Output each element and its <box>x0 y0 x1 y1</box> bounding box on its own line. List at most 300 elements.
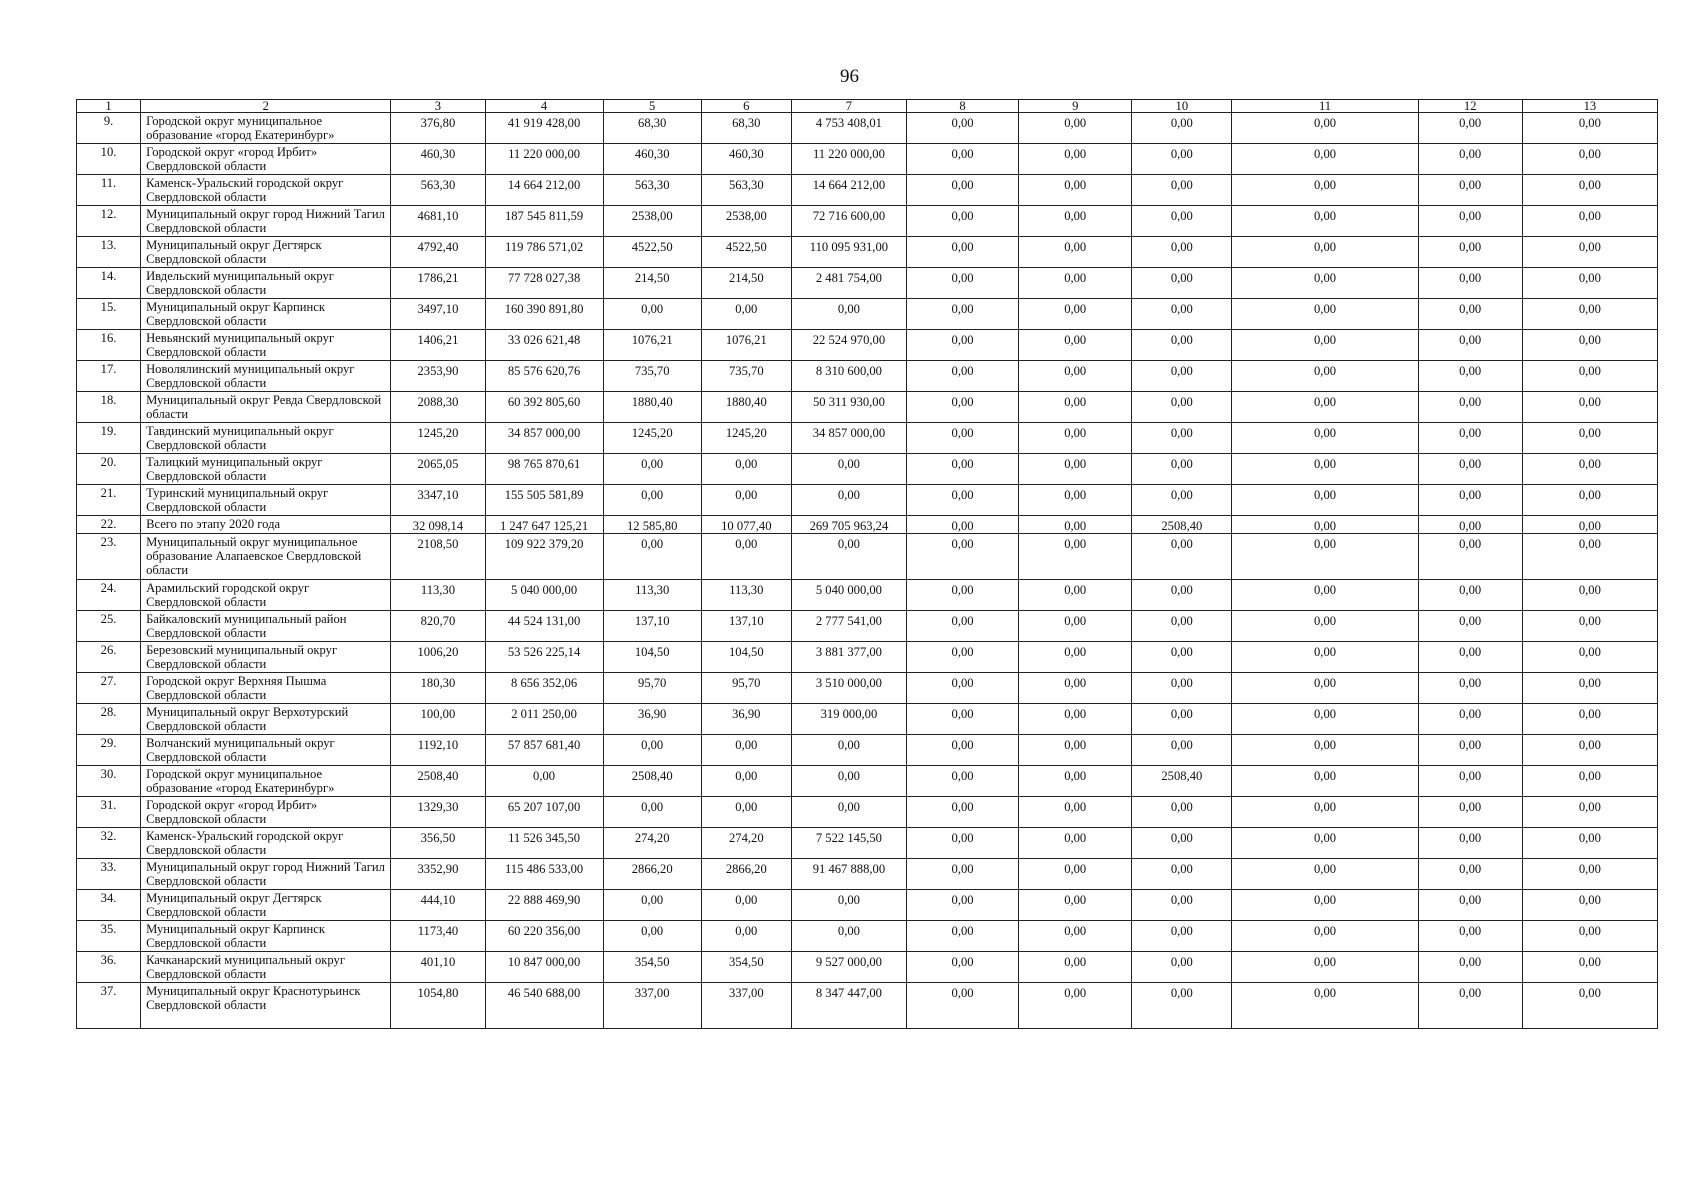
value-cell <box>1232 392 1418 423</box>
value-text: 53 526 225,14 <box>507 645 581 659</box>
value-cell <box>907 611 1019 642</box>
value-text: 0,00 <box>1064 537 1087 551</box>
value-cell <box>1232 361 1418 392</box>
value-cell <box>1019 454 1132 485</box>
row-number: 27. <box>77 673 141 704</box>
value-text: 0,00 <box>1064 395 1087 409</box>
value-cell <box>1418 921 1522 952</box>
value-text: 10 077,40 <box>721 519 772 533</box>
value-cell <box>907 330 1019 361</box>
value-text: 0,00 <box>1578 364 1601 378</box>
value-text: 0,00 <box>1314 147 1337 161</box>
table-row <box>77 673 1658 704</box>
value-cell <box>1019 673 1132 704</box>
value-cell <box>391 797 485 828</box>
value-text: 113,30 <box>635 583 670 597</box>
value-text: 0,00 <box>1314 178 1337 192</box>
table-row <box>77 237 1658 268</box>
value-cell <box>1522 330 1657 361</box>
value-cell <box>1019 828 1132 859</box>
value-text: 0,00 <box>641 457 664 471</box>
value-cell <box>1019 144 1132 175</box>
value-text: 4522,50 <box>725 240 767 254</box>
value-text: 0,00 <box>1314 831 1337 845</box>
value-text: 0,00 <box>1459 302 1482 316</box>
value-cell <box>485 611 603 642</box>
value-cell <box>603 766 701 797</box>
value-text: 0,00 <box>735 800 758 814</box>
value-text: 3347,10 <box>417 488 459 502</box>
value-cell <box>1132 392 1232 423</box>
value-text: 0,00 <box>1064 302 1087 316</box>
value-text: 1245,20 <box>725 426 767 440</box>
value-text: 2508,40 <box>1161 519 1203 533</box>
value-text: 0,00 <box>1064 488 1087 502</box>
value-cell <box>1418 534 1522 580</box>
value-cell <box>791 952 906 983</box>
value-text: 0,00 <box>1459 738 1482 752</box>
value-cell <box>485 485 603 516</box>
value-text: 0,00 <box>1459 395 1482 409</box>
value-cell <box>907 206 1019 237</box>
value-cell <box>1019 580 1132 611</box>
value-cell <box>701 454 791 485</box>
table-row <box>77 890 1658 921</box>
value-cell <box>791 423 906 454</box>
value-cell <box>701 766 791 797</box>
value-cell <box>1418 206 1522 237</box>
value-cell <box>485 534 603 580</box>
value-cell <box>791 735 906 766</box>
value-cell <box>485 454 603 485</box>
value-cell <box>391 859 485 890</box>
value-cell <box>1132 113 1232 144</box>
value-text: 0,00 <box>1459 676 1482 690</box>
value-text: 0,00 <box>951 738 974 752</box>
row-number: 9. <box>77 113 141 144</box>
value-text: 0,00 <box>1314 271 1337 285</box>
value-text: 119 786 571,02 <box>504 240 584 254</box>
value-text: 1880,40 <box>725 395 767 409</box>
value-cell <box>1232 485 1418 516</box>
value-text: 0,00 <box>641 738 664 752</box>
value-cell <box>701 330 791 361</box>
value-cell <box>1418 423 1522 454</box>
value-text: 104,50 <box>728 645 764 659</box>
value-cell <box>1019 392 1132 423</box>
value-text: 274,20 <box>728 831 764 845</box>
municipality-name: Талицкий муниципальный округ Свердловской области <box>141 454 391 485</box>
value-text: 0,00 <box>1170 645 1193 659</box>
value-text: 68,30 <box>638 116 667 130</box>
value-text: 57 857 681,40 <box>507 738 581 752</box>
value-text: 44 524 131,00 <box>507 614 581 628</box>
value-text: 46 540 688,00 <box>507 986 581 1000</box>
value-text: 77 728 027,38 <box>507 271 581 285</box>
municipality-name: Байкаловский муниципальный район Свердловской области <box>141 611 391 642</box>
value-text: 0,00 <box>1064 707 1087 721</box>
value-cell <box>1522 175 1657 206</box>
value-text: 0,00 <box>1170 302 1193 316</box>
value-text: 0,00 <box>1064 738 1087 752</box>
value-text: 0,00 <box>1064 955 1087 969</box>
value-text: 0,00 <box>1314 862 1337 876</box>
value-cell <box>485 516 603 534</box>
value-cell <box>791 859 906 890</box>
value-text: 0,00 <box>951 271 974 285</box>
value-cell <box>791 237 906 268</box>
value-text: 0,00 <box>1459 426 1482 440</box>
value-text: 109 922 379,20 <box>504 537 584 551</box>
value-text: 0,00 <box>1578 426 1601 440</box>
value-cell <box>791 983 906 1029</box>
value-text: 4 753 408,01 <box>815 116 882 130</box>
value-text: 1406,21 <box>417 333 459 347</box>
value-cell <box>603 144 701 175</box>
value-text: 0,00 <box>1314 116 1337 130</box>
row-number: 37. <box>77 983 141 1029</box>
value-text: 1329,30 <box>417 800 459 814</box>
value-cell <box>391 828 485 859</box>
value-cell <box>603 516 701 534</box>
value-cell <box>485 268 603 299</box>
value-text: 3 510 000,00 <box>815 676 882 690</box>
value-cell <box>907 485 1019 516</box>
value-cell <box>603 735 701 766</box>
value-cell <box>603 485 701 516</box>
value-text: 0,00 <box>1064 333 1087 347</box>
value-cell <box>1522 828 1657 859</box>
value-text: 0,00 <box>1314 395 1337 409</box>
value-text: 1245,20 <box>631 426 673 440</box>
value-text: 0,00 <box>1578 924 1601 938</box>
value-cell <box>391 485 485 516</box>
value-text: 7 522 145,50 <box>815 831 882 845</box>
value-cell <box>791 766 906 797</box>
value-cell <box>701 797 791 828</box>
value-text: 0,00 <box>951 893 974 907</box>
value-cell <box>1522 642 1657 673</box>
value-text: 0,00 <box>1170 240 1193 254</box>
value-cell <box>1132 423 1232 454</box>
value-cell <box>1019 516 1132 534</box>
value-cell <box>1132 642 1232 673</box>
value-cell <box>1232 673 1418 704</box>
value-text: 820,70 <box>420 614 456 628</box>
value-text: 137,10 <box>634 614 670 628</box>
municipality-name: Березовский муниципальный округ Свердловской области <box>141 642 391 673</box>
value-text: 8 310 600,00 <box>815 364 882 378</box>
value-text: 0,00 <box>735 537 758 551</box>
value-text: 72 716 600,00 <box>812 209 886 223</box>
row-number: 22. <box>77 516 141 534</box>
value-cell <box>1418 952 1522 983</box>
value-cell <box>907 534 1019 580</box>
municipality-name: Ивдельский муниципальный округ Свердловской области <box>141 268 391 299</box>
value-cell <box>485 423 603 454</box>
value-text: 137,10 <box>728 614 764 628</box>
table-row <box>77 485 1658 516</box>
value-cell <box>701 859 791 890</box>
municipality-name: Каменск-Уральский городской округ Свердловской области <box>141 828 391 859</box>
row-number: 11. <box>77 175 141 206</box>
value-cell <box>1522 673 1657 704</box>
value-cell <box>1418 392 1522 423</box>
value-text: 0,00 <box>1064 426 1087 440</box>
value-text: 0,00 <box>735 302 758 316</box>
value-text: 460,30 <box>634 147 670 161</box>
value-text: 34 857 000,00 <box>507 426 581 440</box>
value-text: 0,00 <box>951 831 974 845</box>
value-cell <box>485 361 603 392</box>
value-text: 0,00 <box>951 302 974 316</box>
value-text: 33 026 621,48 <box>507 333 581 347</box>
value-text: 0,00 <box>1314 986 1337 1000</box>
value-cell <box>907 704 1019 735</box>
value-text: 85 576 620,76 <box>507 364 581 378</box>
value-cell <box>791 673 906 704</box>
value-cell <box>391 580 485 611</box>
row-number: 36. <box>77 952 141 983</box>
value-text: 2508,40 <box>417 769 459 783</box>
value-cell <box>907 299 1019 330</box>
value-cell <box>791 361 906 392</box>
value-cell <box>485 580 603 611</box>
value-cell <box>1132 175 1232 206</box>
value-text: 214,50 <box>728 271 764 285</box>
value-text: 32 098,14 <box>412 519 464 533</box>
value-cell <box>391 175 485 206</box>
value-cell <box>1019 859 1132 890</box>
column-number-cell: 1 <box>77 100 141 113</box>
value-cell <box>1232 952 1418 983</box>
value-cell <box>907 952 1019 983</box>
value-cell <box>391 516 485 534</box>
value-text: 0,00 <box>1459 364 1482 378</box>
value-text: 0,00 <box>1170 583 1193 597</box>
value-text: 0,00 <box>1314 893 1337 907</box>
value-cell <box>907 983 1019 1029</box>
value-cell <box>907 890 1019 921</box>
value-text: 356,50 <box>420 831 456 845</box>
value-cell <box>907 642 1019 673</box>
value-cell <box>1132 268 1232 299</box>
value-cell <box>1522 859 1657 890</box>
value-text: 1006,20 <box>417 645 459 659</box>
value-text: 0,00 <box>951 519 974 533</box>
value-cell <box>1019 642 1132 673</box>
municipality-name: Тавдинский муниципальный округ Свердловской области <box>141 423 391 454</box>
value-text: 0,00 <box>837 457 860 471</box>
value-cell <box>907 859 1019 890</box>
value-text: 9 527 000,00 <box>815 955 882 969</box>
value-cell <box>907 175 1019 206</box>
value-cell <box>791 330 906 361</box>
value-cell <box>1132 828 1232 859</box>
value-cell <box>391 921 485 952</box>
value-cell <box>1522 392 1657 423</box>
value-text: 0,00 <box>1064 240 1087 254</box>
municipality-name: Туринский муниципальный округ Свердловской области <box>141 485 391 516</box>
value-text: 0,00 <box>1314 769 1337 783</box>
value-text: 0,00 <box>951 862 974 876</box>
row-number: 29. <box>77 735 141 766</box>
value-cell <box>603 237 701 268</box>
column-number-cell: 2 <box>141 100 391 113</box>
value-text: 0,00 <box>735 488 758 502</box>
value-cell <box>1418 735 1522 766</box>
value-text: 2 011 250,00 <box>511 707 577 721</box>
value-text: 60 220 356,00 <box>507 924 581 938</box>
value-text: 0,00 <box>1314 645 1337 659</box>
value-cell <box>485 952 603 983</box>
value-text: 3352,90 <box>417 862 459 876</box>
value-cell <box>603 113 701 144</box>
value-cell <box>701 642 791 673</box>
value-text: 0,00 <box>1459 178 1482 192</box>
value-cell <box>701 361 791 392</box>
column-number-cell: 5 <box>603 100 701 113</box>
value-text: 11 526 345,50 <box>508 831 581 845</box>
row-number: 18. <box>77 392 141 423</box>
value-cell <box>1132 206 1232 237</box>
value-text: 0,00 <box>641 302 664 316</box>
value-cell <box>701 237 791 268</box>
value-text: 0,00 <box>837 800 860 814</box>
value-cell <box>1232 299 1418 330</box>
value-text: 0,00 <box>641 537 664 551</box>
municipality-name: Новолялинский муниципальный округ Свердловской области <box>141 361 391 392</box>
value-cell <box>485 735 603 766</box>
data-table <box>76 99 1658 1029</box>
municipality-name: Муниципальный округ муниципальное образование Алапаевское Свердловской области <box>141 534 391 580</box>
value-cell <box>907 144 1019 175</box>
value-cell <box>1418 611 1522 642</box>
value-text: 22 888 469,90 <box>507 893 581 907</box>
value-text: 0,00 <box>1578 519 1601 533</box>
value-cell <box>1418 580 1522 611</box>
row-number: 21. <box>77 485 141 516</box>
value-text: 60 392 805,60 <box>507 395 581 409</box>
municipality-name: Качканарский муниципальный округ Свердловской области <box>141 952 391 983</box>
value-text: 0,00 <box>951 395 974 409</box>
value-text: 0,00 <box>1170 488 1193 502</box>
value-text: 0,00 <box>1459 800 1482 814</box>
value-cell <box>701 952 791 983</box>
table-row <box>77 952 1658 983</box>
value-text: 2538,00 <box>725 209 767 223</box>
value-text: 460,30 <box>728 147 764 161</box>
value-text: 36,90 <box>638 707 667 721</box>
value-cell <box>1418 268 1522 299</box>
value-text: 113,30 <box>420 583 456 597</box>
table-row <box>77 392 1658 423</box>
value-cell <box>391 673 485 704</box>
value-text: 0,00 <box>1170 800 1193 814</box>
value-cell <box>1232 423 1418 454</box>
value-text: 0,00 <box>951 457 974 471</box>
value-cell <box>391 766 485 797</box>
value-text: 2108,50 <box>417 537 459 551</box>
value-text: 95,70 <box>638 676 667 690</box>
value-cell <box>603 423 701 454</box>
value-cell <box>1019 237 1132 268</box>
value-cell <box>1418 704 1522 735</box>
value-cell <box>1522 890 1657 921</box>
value-cell <box>485 797 603 828</box>
value-text: 8 656 352,06 <box>511 676 578 690</box>
value-cell <box>485 859 603 890</box>
value-text: 0,00 <box>1459 519 1482 533</box>
table-row <box>77 299 1658 330</box>
value-text: 0,00 <box>1459 209 1482 223</box>
table-row <box>77 454 1658 485</box>
value-cell <box>1132 704 1232 735</box>
value-cell <box>1132 330 1232 361</box>
value-text: 0,00 <box>1314 707 1337 721</box>
value-text: 0,00 <box>1170 676 1193 690</box>
value-cell <box>1132 766 1232 797</box>
value-text: 0,00 <box>1459 488 1482 502</box>
value-text: 0,00 <box>951 147 974 161</box>
value-text: 0,00 <box>533 769 556 783</box>
table-row <box>77 983 1658 1029</box>
value-text: 0,00 <box>641 924 664 938</box>
value-text: 2508,40 <box>631 769 673 783</box>
value-text: 735,70 <box>634 364 670 378</box>
value-cell <box>1019 268 1132 299</box>
value-text: 0,00 <box>1578 457 1601 471</box>
value-text: 2866,20 <box>631 862 673 876</box>
value-cell <box>1132 983 1232 1029</box>
value-text: 2 481 754,00 <box>815 271 882 285</box>
value-text: 0,00 <box>1064 116 1087 130</box>
value-cell <box>1418 454 1522 485</box>
value-cell <box>791 611 906 642</box>
value-text: 0,00 <box>1578 707 1601 721</box>
value-text: 0,00 <box>1064 769 1087 783</box>
value-cell <box>1132 673 1232 704</box>
value-text: 0,00 <box>951 614 974 628</box>
value-text: 1786,21 <box>417 271 459 285</box>
value-cell <box>1522 268 1657 299</box>
value-cell <box>1418 485 1522 516</box>
value-text: 0,00 <box>951 800 974 814</box>
municipality-name: Городской округ муниципальное образование «город Екатеринбург» <box>141 113 391 144</box>
table-row <box>77 206 1658 237</box>
value-text: 0,00 <box>1314 240 1337 254</box>
value-text: 0,00 <box>1170 831 1193 845</box>
value-text: 0,00 <box>1578 676 1601 690</box>
value-text: 274,20 <box>634 831 670 845</box>
municipality-name: Муниципальный округ Верхотурский Свердловской области <box>141 704 391 735</box>
value-text: 0,00 <box>1170 457 1193 471</box>
value-text: 4681,10 <box>417 209 459 223</box>
value-cell <box>603 534 701 580</box>
municipality-name: Муниципальный округ Дегтярск Свердловской области <box>141 237 391 268</box>
value-cell <box>1132 534 1232 580</box>
value-text: 0,00 <box>735 893 758 907</box>
value-cell <box>1522 113 1657 144</box>
value-cell <box>603 454 701 485</box>
row-number: 16. <box>77 330 141 361</box>
value-cell <box>1232 921 1418 952</box>
value-text: 0,00 <box>1314 457 1337 471</box>
row-number: 14. <box>77 268 141 299</box>
value-text: 0,00 <box>1578 240 1601 254</box>
value-cell <box>603 673 701 704</box>
row-number: 30. <box>77 766 141 797</box>
